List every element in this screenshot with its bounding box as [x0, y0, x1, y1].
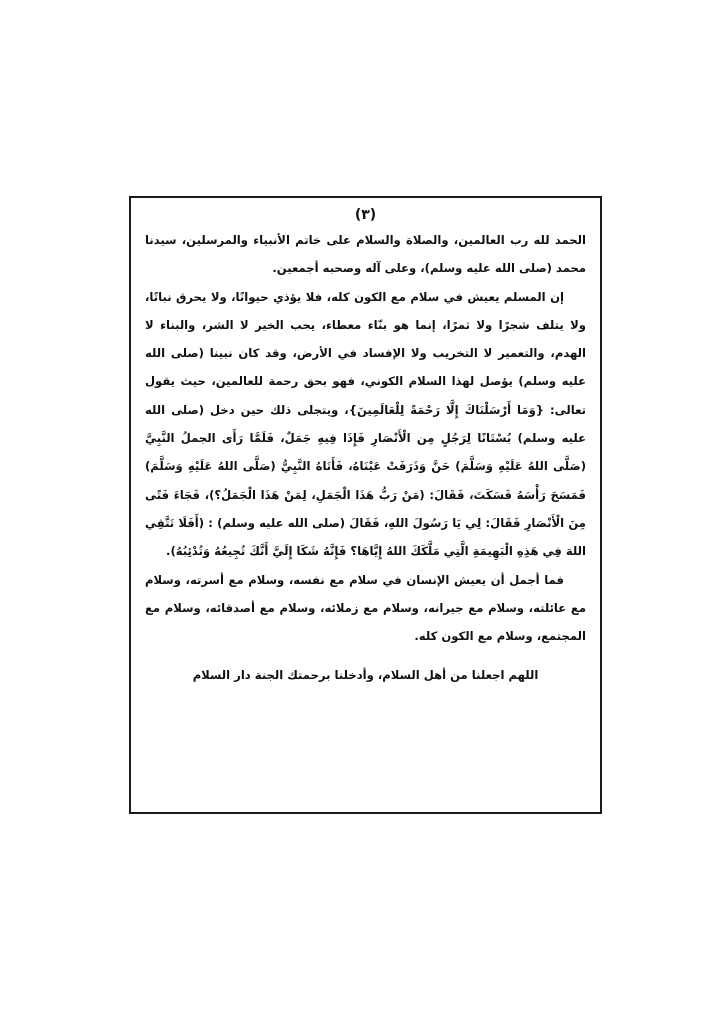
opening-paragraph: الحمد لله رب العالمين، والصلاة والسلام على خاتم الأنبياء والمرسلين، سيدنا محمد (صلى الله عليه وسلم)، وعلى آله وصحبه أجمعين. [145, 233, 586, 276]
peace-paragraph: فما أجمل أن يعيش الإنسان في سلام مع نفسه، وسلام مع أسرته، وسلام مع عائلته، وسلام مع جيرانه، وسلام مع زملائه، وسلام مع أصدقائه، وسلام مع المجتمع، وسلام مع الكون كله. [145, 572, 586, 644]
closing-prayer: اللهم اجعلنا من أهل السلام، وأدخلنا برحمتك الجنة دار السلام [192, 668, 539, 683]
page-frame [129, 196, 602, 814]
page-number: (٣) [354, 207, 377, 223]
body-paragraph: إن المسلم يعيش في سلام مع الكون كله، فلا يؤذي حيوانًا، ولا يحرق نباتًا، ولا يتلف شجرًا ولا ثمرًا، إنما هو بنّاء معطاء، يحب الخير لا الشر، والبناء لا الهدم، والتعمير لا التخريب ولا الإفساد في الأرض، وقد كان نبينا (صلى الله عليه وسلم) يؤصل لهذا السلام الكوني، فهو بحق رحمة للعالمين، حيث يقول تعالى: {وَمَا أَرْسَلْنَاكَ إِلَّا رَحْمَةً لِلْعَالَمِينَ}، ويتجلى ذلك حين دخل (صلى الله عليه وسلم) بُسْتَانًا لِرَجُلٍ مِن الْأَنْصَارِ فَإِذَا فِيهِ جَمَلٌ، فَلَمَّا رَأَى الجملُ النَّبِيَّ (صَلَّى اللهُ عَلَيْهِ وَسَلَّمَ) حَنَّ وَذَرَفَتْ عَيْنَاهُ، فَأَتَاهُ النَّبِيُّ (صَلَّى اللهُ عَلَيْهِ وَسَلَّمَ) فَمَسَحَ رَأْسَهُ فَسَكَتَ، فَقَالَ: (مَنْ رَبُّ هَذَا الْجَمَلِ، لِمَنْ هَذَا الْجَمَلُ؟)، فَجَاءَ فَتًى مِنَ الْأَنْصَارِ فَقَالَ: لِي يَا رَسُولَ اللهِ، فَقَالَ (صلى الله عليه وسلم) : (أَفَلَا تَتَّقِي اللهَ فِي هَذِهِ الْبَهِيمَةِ الَّتِي مَلَّكَكَ اللهُ إِيَّاهَا؟ فَإِنَّهُ شَكَا إِلَيَّ أَنَّكَ تُجِيعُهُ وَتُدْئِبُهُ). [145, 289, 586, 559]
